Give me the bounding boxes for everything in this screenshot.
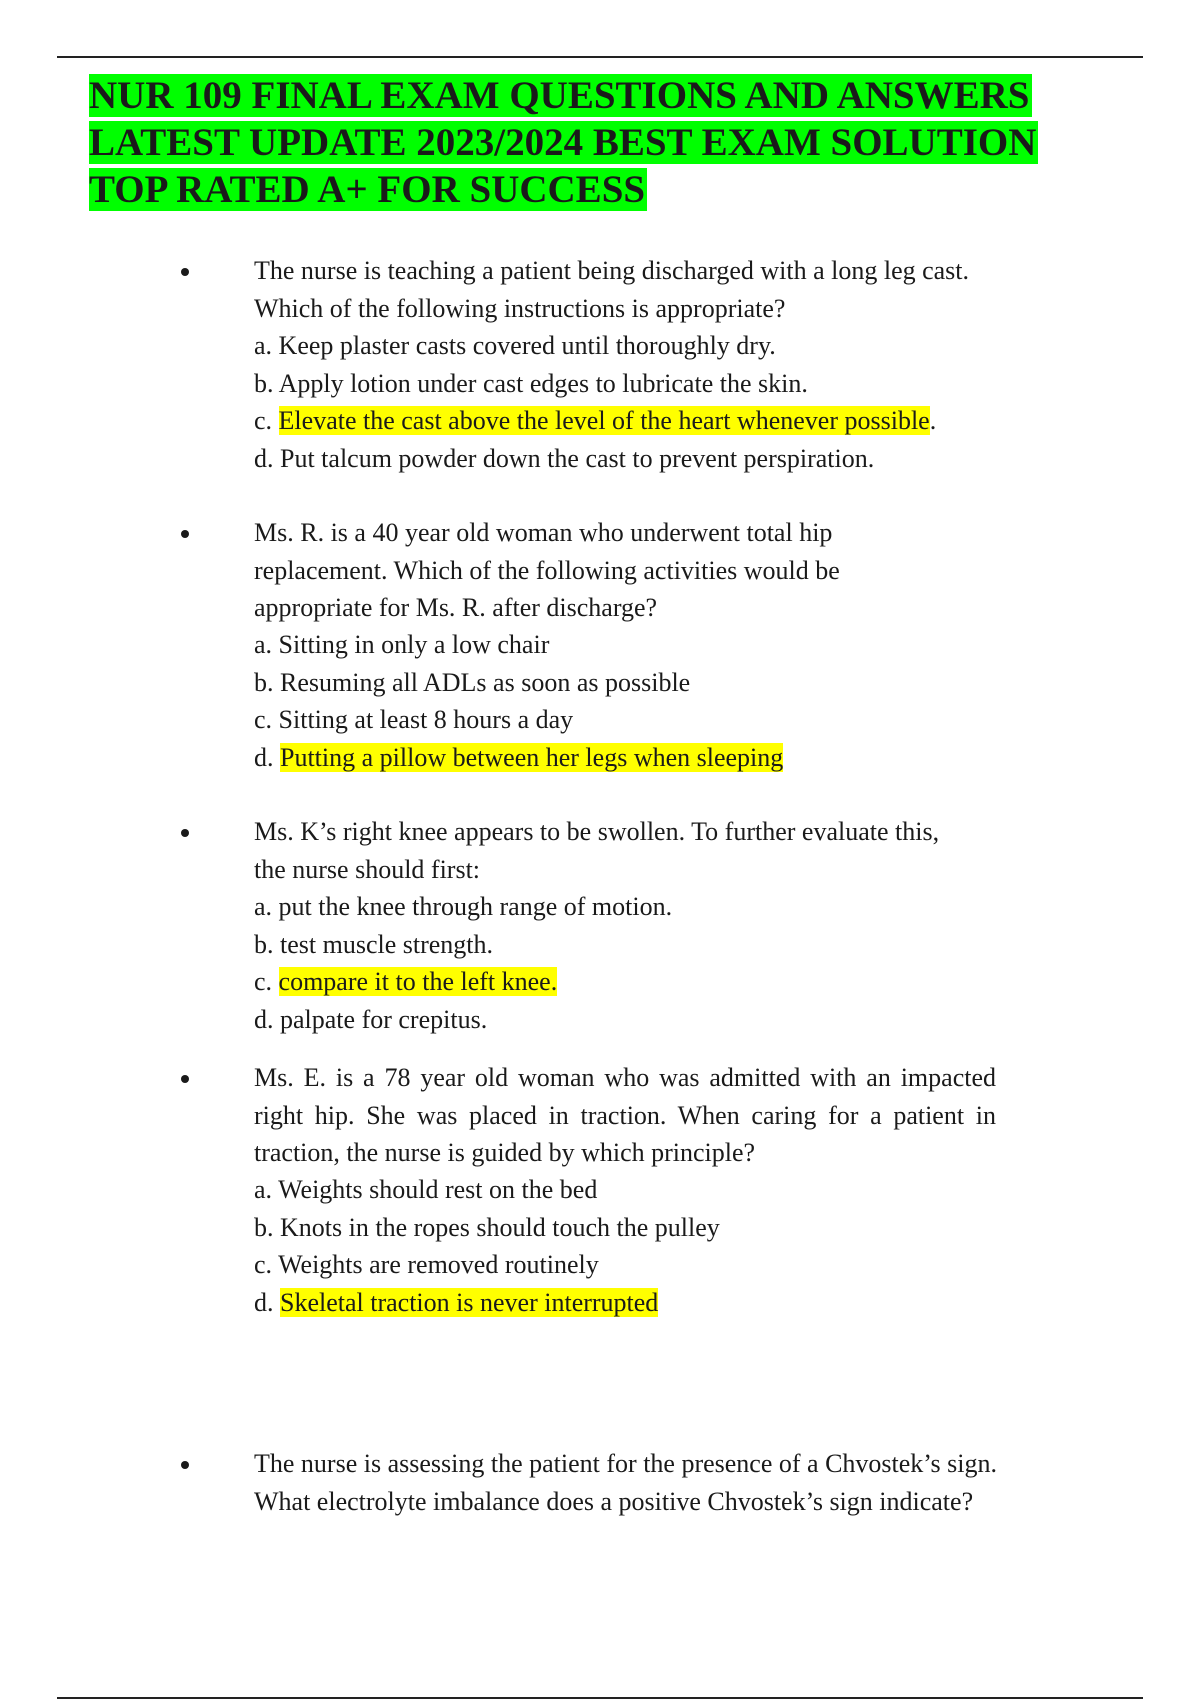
bullet-icon [181, 829, 189, 837]
option-letter: d. [254, 1004, 280, 1034]
bullet-icon [181, 1075, 189, 1083]
option-letter: b. [254, 667, 280, 697]
option-text: put the knee through range of motion. [278, 892, 673, 921]
correct-answer-highlight: compare it to the left knee. [278, 967, 558, 996]
option-letter: a. [254, 331, 279, 360]
option-letter: c. [254, 705, 279, 734]
answer-option [254, 626, 783, 664]
option-letter: d. [254, 742, 280, 772]
option-text: Sitting at least 8 hours a day [278, 705, 574, 734]
option-text: palpate for crepitus. [280, 1004, 488, 1034]
correct-answer-highlight: Elevate the cast above the level of the heart whenever possible [278, 406, 930, 435]
answer-option-correct [254, 963, 672, 1001]
option-suffix: . [929, 406, 937, 435]
answer-option [254, 327, 936, 365]
title-line: LATEST UPDATE 2023/2024 BEST EXAM SOLUTION [89, 121, 1037, 164]
bullet-icon [181, 1461, 189, 1469]
option-letter: a. [254, 630, 279, 659]
correct-answer-highlight: Skeletal traction is never interrupted [280, 1287, 659, 1317]
answer-option-correct [254, 402, 936, 440]
answer-option [254, 1001, 672, 1039]
option-letter: b. [254, 929, 280, 959]
answer-option-correct [254, 1284, 720, 1322]
option-text: Keep plaster casts covered until thoroughly dry. [278, 331, 776, 360]
option-letter: b. [254, 1212, 280, 1242]
bullet-icon [181, 268, 189, 276]
option-letter: a. [254, 892, 279, 921]
option-letter: c. [254, 1250, 279, 1279]
answer-option-correct [254, 739, 783, 777]
answer-option [254, 664, 783, 702]
option-text: Weights are removed routinely [278, 1250, 599, 1279]
option-letter: d. [254, 1287, 280, 1317]
answer-options [254, 626, 783, 776]
answer-options [254, 888, 672, 1038]
option-letter: a. [254, 1175, 279, 1204]
answer-option [254, 926, 672, 964]
option-text: test muscle strength. [280, 929, 494, 959]
title-line: NUR 109 FINAL EXAM QUESTIONS AND ANSWERS [89, 74, 1030, 117]
option-text: Weights should rest on the bed [278, 1175, 598, 1204]
answer-option [254, 701, 783, 739]
option-letter: d. [254, 443, 280, 473]
option-text: Knots in the ropes should touch the pulley [280, 1212, 720, 1242]
bullet-icon [181, 530, 189, 538]
correct-answer-highlight: Putting a pillow between her legs when sleeping [280, 742, 784, 772]
answer-option [254, 888, 672, 926]
question-text: The nurse is assessing the patient for the presence of a Chvostek’s sign. What electrolyte imbalance does a positive Chvostek’s sign indicate? [254, 1449, 997, 1516]
question-text: Ms. K’s right knee appears to be swollen. To further evaluate this, the nurse should first: [254, 817, 940, 884]
option-text: Resuming all ADLs as soon as possible [280, 667, 691, 697]
question-text: Ms. R. is a 40 year old woman who underwent total hip replacement. Which of the following activities would be appropriate for Ms. R. after discharge? [254, 518, 840, 622]
answer-option [254, 1209, 720, 1247]
answer-option [254, 1171, 720, 1209]
option-letter: b. [254, 368, 279, 398]
question-text: The nurse is teaching a patient being discharged with a long leg cast. Which of the following instructions is appropriate? [254, 256, 970, 323]
option-text: Apply lotion under cast edges to lubricate the skin. [278, 368, 808, 398]
answer-option [254, 365, 936, 403]
answer-option [254, 440, 936, 478]
answer-options [254, 327, 936, 477]
option-letter: c. [254, 967, 279, 996]
answer-options [254, 1171, 720, 1321]
option-text: Put talcum powder down the cast to prevent perspiration. [280, 443, 875, 473]
option-text: Sitting in only a low chair [278, 630, 550, 659]
answer-option [254, 1246, 720, 1284]
title-line: TOP RATED A+ FOR SUCCESS [89, 168, 646, 211]
bottom-rule [57, 1697, 1143, 1699]
question-text: Ms. E. is a 78 year old woman who was admitted with an impacted right hip. She was placed in traction. When caring for a patient in traction, the nurse is guided by which principle? [254, 1063, 996, 1167]
option-letter: c. [254, 406, 279, 435]
